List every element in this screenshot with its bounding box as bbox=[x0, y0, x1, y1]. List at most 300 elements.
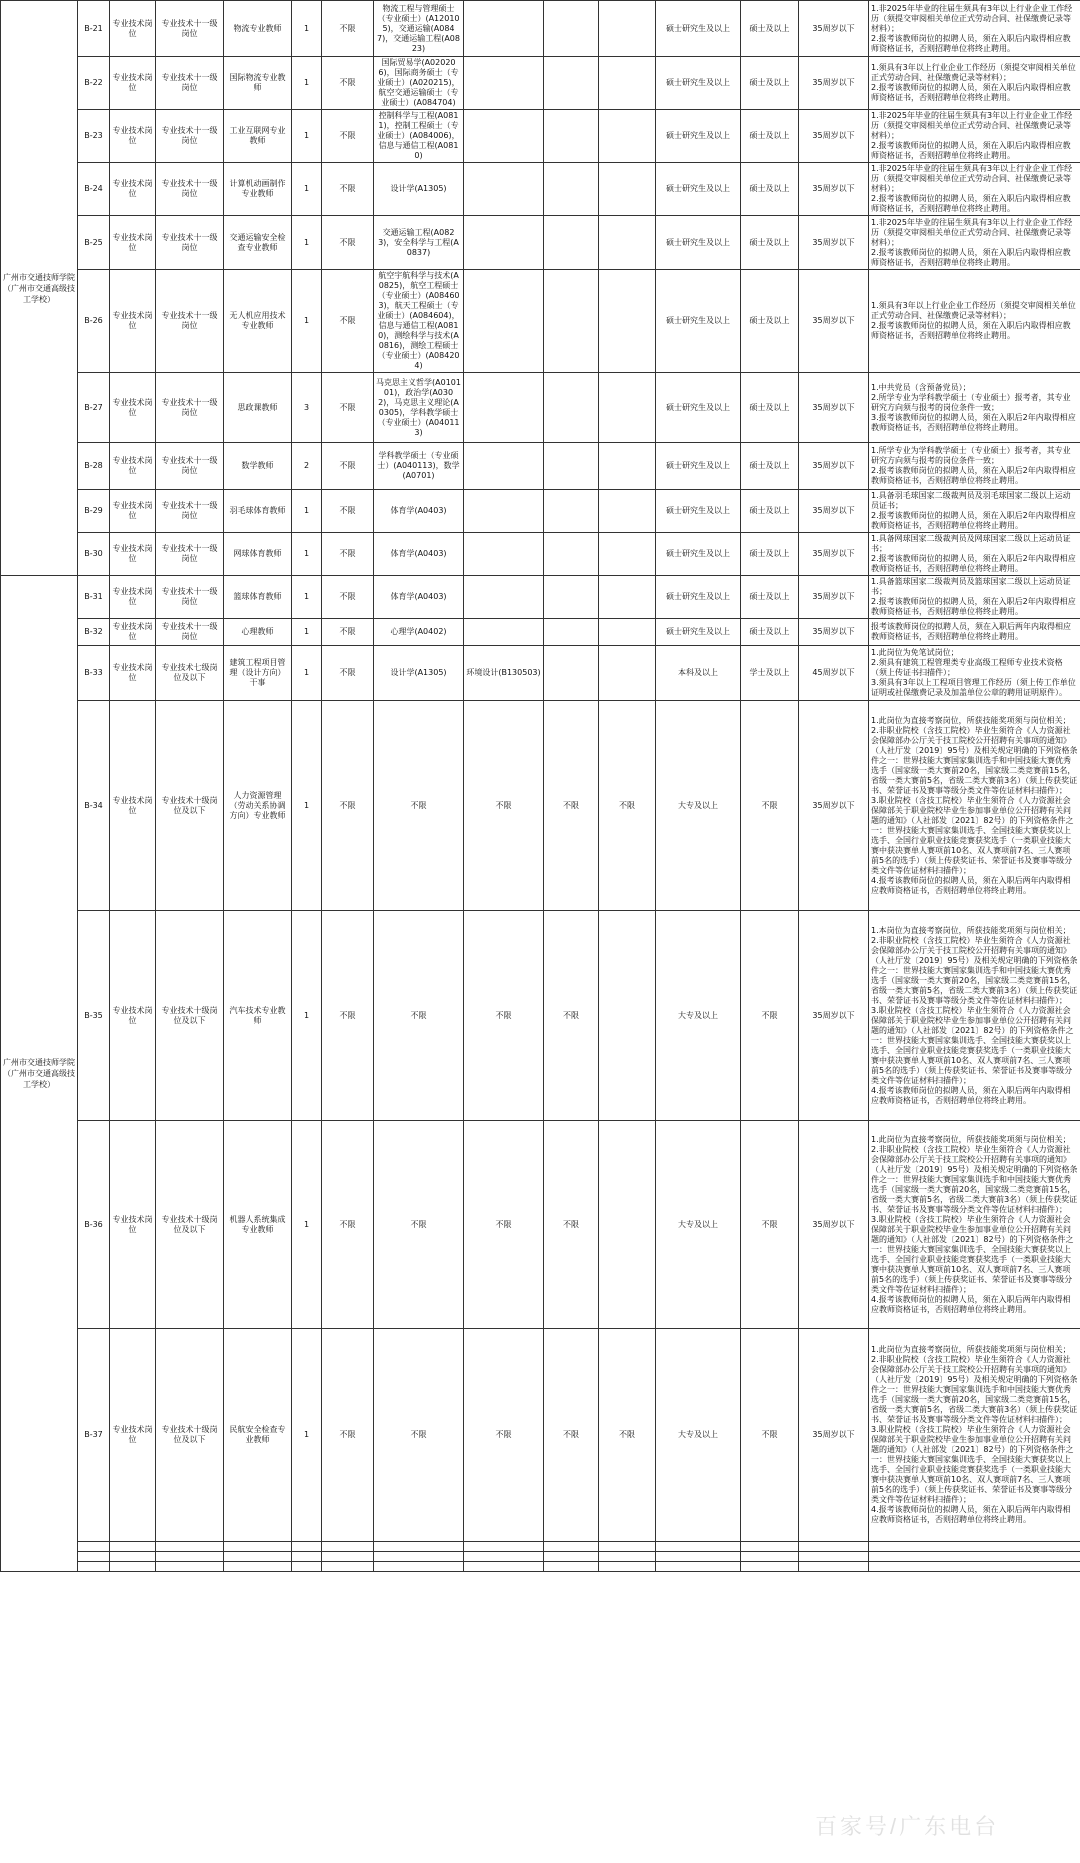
degree: 硕士及以上 bbox=[741, 490, 799, 533]
requirement-col10 bbox=[599, 373, 656, 443]
requirement-col9 bbox=[544, 1, 599, 57]
post-level: 专业技术十一级岗位 bbox=[156, 533, 224, 576]
post-code: B-33 bbox=[78, 646, 110, 701]
post-code: B-34 bbox=[78, 701, 110, 911]
major-bachelor bbox=[464, 270, 544, 373]
degree: 不限 bbox=[741, 1329, 799, 1542]
education: 硕士研究生及以上 bbox=[656, 576, 741, 619]
requirement-col6: 不限 bbox=[322, 216, 374, 270]
remarks: 1.非2025年毕业的往届生须具有3年以上行业企业工作经历（须提交审阅相关单位正式劳动合同、社保缴费记录等材料）； 2.报考该教师岗位的拟聘人员，须在入职后内取得相应教师资格证书，否则招聘单位将终止聘用。 bbox=[869, 216, 1080, 270]
major-master: 不限 bbox=[374, 1121, 464, 1329]
requirement-col6: 不限 bbox=[322, 1121, 374, 1329]
requirement-col10 bbox=[599, 57, 656, 110]
table-row bbox=[1, 1562, 1080, 1572]
post-level bbox=[156, 1552, 224, 1562]
requirement-col9 bbox=[544, 443, 599, 490]
recruit-number: 2 bbox=[292, 443, 322, 490]
requirement-col6: 不限 bbox=[322, 701, 374, 911]
education: 硕士研究生及以上 bbox=[656, 216, 741, 270]
remarks: 1.须具有3年以上行业企业工作经历（须提交审阅相关单位正式劳动合同、社保缴费记录等材料）； 2.报考该教师岗位的拟聘人员，须在入职后内取得相应教师资格证书，否则招聘单位将终止聘用。 bbox=[869, 270, 1080, 373]
recruit-number bbox=[292, 1542, 322, 1552]
degree bbox=[741, 1562, 799, 1572]
major-bachelor: 不限 bbox=[464, 1329, 544, 1542]
post-level: 专业技术十级岗位及以下 bbox=[156, 701, 224, 911]
age-limit: 45周岁以下 bbox=[799, 646, 869, 701]
post-name: 无人机应用技术专业教师 bbox=[224, 270, 292, 373]
recruit-number: 1 bbox=[292, 490, 322, 533]
post-level: 专业技术十一级岗位 bbox=[156, 490, 224, 533]
age-limit: 35周岁以下 bbox=[799, 216, 869, 270]
post-name: 人力资源管理（劳动关系协调方向）专业教师 bbox=[224, 701, 292, 911]
education: 大专及以上 bbox=[656, 701, 741, 911]
major-master: 交通运输工程(A0823)，安全科学与工程(A0837) bbox=[374, 216, 464, 270]
table-body bbox=[1, 1, 1080, 1572]
post-name: 汽车技术专业教师 bbox=[224, 911, 292, 1121]
post-code bbox=[78, 1562, 110, 1572]
degree: 硕士及以上 bbox=[741, 110, 799, 163]
table-row bbox=[1, 576, 1080, 619]
remarks: 1.具备网球国家二级裁判员及网球国家二级以上运动员证书； 2.报考该教师岗位的拟聘人员，须在入职后2年内取得相应教师资格证书，否则招聘单位将终止聘用。 bbox=[869, 533, 1080, 576]
major-master: 国际贸易学(A020206)，国际商务硕士（专业硕士）(A020215)，航空交通运输硕士（专业硕士）(A084704) bbox=[374, 57, 464, 110]
recruit-number: 1 bbox=[292, 1, 322, 57]
requirement-col6: 不限 bbox=[322, 163, 374, 216]
requirement-col9 bbox=[544, 1552, 599, 1562]
post-code: B-32 bbox=[78, 619, 110, 646]
table-row bbox=[1, 1329, 1080, 1542]
post-level: 专业技术十一级岗位 bbox=[156, 443, 224, 490]
degree: 硕士及以上 bbox=[741, 533, 799, 576]
post-code: B-29 bbox=[78, 490, 110, 533]
post-type bbox=[110, 1542, 156, 1552]
age-limit: 35周岁以下 bbox=[799, 701, 869, 911]
degree bbox=[741, 1542, 799, 1552]
major-master: 心理学(A0402) bbox=[374, 619, 464, 646]
post-code: B-22 bbox=[78, 57, 110, 110]
requirement-col9 bbox=[544, 1542, 599, 1552]
post-level: 专业技术十一级岗位 bbox=[156, 163, 224, 216]
requirement-col9 bbox=[544, 1562, 599, 1572]
degree: 硕士及以上 bbox=[741, 163, 799, 216]
requirement-col6: 不限 bbox=[322, 110, 374, 163]
major-master bbox=[374, 1552, 464, 1562]
major-bachelor bbox=[464, 1552, 544, 1562]
age-limit: 35周岁以下 bbox=[799, 576, 869, 619]
requirement-col10 bbox=[599, 443, 656, 490]
post-type: 专业技术岗位 bbox=[110, 163, 156, 216]
education: 硕士研究生及以上 bbox=[656, 619, 741, 646]
requirement-col9: 不限 bbox=[544, 701, 599, 911]
degree: 硕士及以上 bbox=[741, 270, 799, 373]
requirement-col6 bbox=[322, 1542, 374, 1552]
requirement-col10 bbox=[599, 1562, 656, 1572]
table-row bbox=[1, 911, 1080, 1121]
education bbox=[656, 1562, 741, 1572]
education: 硕士研究生及以上 bbox=[656, 110, 741, 163]
post-name bbox=[224, 1542, 292, 1552]
age-limit: 35周岁以下 bbox=[799, 443, 869, 490]
requirement-col6: 不限 bbox=[322, 911, 374, 1121]
post-level: 专业技术十级岗位及以下 bbox=[156, 1121, 224, 1329]
recruit-number: 1 bbox=[292, 57, 322, 110]
major-bachelor bbox=[464, 1542, 544, 1552]
post-code: B-25 bbox=[78, 216, 110, 270]
age-limit: 35周岁以下 bbox=[799, 911, 869, 1121]
degree: 不限 bbox=[741, 701, 799, 911]
post-level: 专业技术十一级岗位 bbox=[156, 216, 224, 270]
degree: 不限 bbox=[741, 911, 799, 1121]
table-row bbox=[1, 1, 1080, 57]
post-code: B-24 bbox=[78, 163, 110, 216]
post-type bbox=[110, 1562, 156, 1572]
major-master bbox=[374, 1542, 464, 1552]
requirement-col9 bbox=[544, 270, 599, 373]
remarks bbox=[869, 1542, 1080, 1552]
recruit-number: 1 bbox=[292, 533, 322, 576]
table-row bbox=[1, 533, 1080, 576]
major-bachelor bbox=[464, 619, 544, 646]
degree: 硕士及以上 bbox=[741, 216, 799, 270]
major-master: 体育学(A0403) bbox=[374, 533, 464, 576]
post-code: B-27 bbox=[78, 373, 110, 443]
education: 硕士研究生及以上 bbox=[656, 443, 741, 490]
requirement-col9 bbox=[544, 576, 599, 619]
post-code bbox=[78, 1552, 110, 1562]
requirement-col6: 不限 bbox=[322, 646, 374, 701]
recruit-number: 1 bbox=[292, 619, 322, 646]
remarks: 1.非2025年毕业的往届生须具有3年以上行业企业工作经历（须提交审阅相关单位正式劳动合同、社保缴费记录等材料）； 2.报考该教师岗位的拟聘人员，须在入职后内取得相应教师资格证书，否则招聘单位将终止聘用。 bbox=[869, 110, 1080, 163]
requirement-col6 bbox=[322, 1562, 374, 1572]
requirement-col10: 不限 bbox=[599, 701, 656, 911]
requirement-col9 bbox=[544, 110, 599, 163]
degree: 硕士及以上 bbox=[741, 1, 799, 57]
major-bachelor bbox=[464, 443, 544, 490]
recruit-number: 1 bbox=[292, 163, 322, 216]
remarks: 1.非2025年毕业的往届生须具有3年以上行业企业工作经历（须提交审阅相关单位正式劳动合同、社保缴费记录等材料）； 2.报考该教师岗位的拟聘人员，须在入职后内取得相应教师资格证书，否则招聘单位将终止聘用。 bbox=[869, 1, 1080, 57]
recruit-number: 1 bbox=[292, 646, 322, 701]
major-bachelor bbox=[464, 1, 544, 57]
education bbox=[656, 1542, 741, 1552]
age-limit: 35周岁以下 bbox=[799, 373, 869, 443]
remarks: 1.此岗位为直接考察岗位，所获技能奖项须与岗位相关； 2.非职业院校（含技工院校）毕业生须符合《人力资源社会保障部办公厅关于技工院校公开招聘有关事项的通知》（人社厅发〔2019〕95号）及相关规定明确的下列资格条件之一：世界技能大赛国家集训选手和中国技能大赛优秀选手（国家级一类大赛前20名，国家级二类竞赛前15名，省级一类大赛前5名，省级二类大赛前3名）（须上传获奖证书、荣誉证书及赛事等级分类文件等佐证材料扫描件）； 3.职业院校（含技工院校）毕业生须符合《人力资源社会保障部关于职业院校毕业生参加事业单位公开招聘有关问题的通知》（人社部发〔2021〕82号）的下列资格条件之一：世界技能大赛国家集训选手、全国技能大赛获奖以上选手、全国行业职业技能竞赛获奖选手（一类职业技能大赛中获决赛单人赛项前10名、双人赛项前7名、三人赛项前5名的选手）（须上传获奖证书、荣誉证书及赛事等级分类文件等佐证材料扫描件）； 4.报考该教师岗位的拟聘人员，须在入职后两年内取得相应教师资格证书，否则招聘单位将终止聘用。 bbox=[869, 1121, 1080, 1329]
major-master bbox=[374, 1562, 464, 1572]
major-master: 马克思主义哲学(A010101)，政治学(A0302)，马克思主义理论(A0305)，学科教学硕士（专业硕士）(A040113) bbox=[374, 373, 464, 443]
post-type: 专业技术岗位 bbox=[110, 270, 156, 373]
major-bachelor bbox=[464, 533, 544, 576]
remarks bbox=[869, 1552, 1080, 1562]
requirement-col10 bbox=[599, 619, 656, 646]
degree bbox=[741, 1552, 799, 1562]
post-code bbox=[78, 1542, 110, 1552]
post-level bbox=[156, 1562, 224, 1572]
requirement-col6: 不限 bbox=[322, 619, 374, 646]
remarks: 1.须具有3年以上行业企业工作经历（须提交审阅相关单位正式劳动合同、社保缴费记录等材料）； 2.报考该教师岗位的拟聘人员，须在入职后内取得相应教师资格证书，否则招聘单位将终止聘用。 bbox=[869, 57, 1080, 110]
major-bachelor: 不限 bbox=[464, 701, 544, 911]
requirement-col6: 不限 bbox=[322, 270, 374, 373]
requirement-col9: 不限 bbox=[544, 1121, 599, 1329]
table-row bbox=[1, 270, 1080, 373]
requirement-col10 bbox=[599, 270, 656, 373]
post-name: 网球体育教师 bbox=[224, 533, 292, 576]
requirement-col6: 不限 bbox=[322, 1, 374, 57]
education: 大专及以上 bbox=[656, 1329, 741, 1542]
requirement-col6: 不限 bbox=[322, 490, 374, 533]
education: 硕士研究生及以上 bbox=[656, 533, 741, 576]
post-type: 专业技术岗位 bbox=[110, 646, 156, 701]
requirement-col9: 不限 bbox=[544, 1329, 599, 1542]
remarks: 1.此岗位为直接考察岗位，所获技能奖项须与岗位相关； 2.非职业院校（含技工院校）毕业生须符合《人力资源社会保障部办公厅关于技工院校公开招聘有关事项的通知》（人社厅发〔2019〕95号）及相关规定明确的下列资格条件之一：世界技能大赛国家集训选手和中国技能大赛优秀选手（国家级一类大赛前20名，国家级二类竞赛前15名，省级一类大赛前5名，省级二类大赛前3名）（须上传获奖证书、荣誉证书及赛事等级分类文件等佐证材料扫描件）； 3.职业院校（含技工院校）毕业生须符合《人力资源社会保障部关于职业院校毕业生参加事业单位公开招聘有关问题的通知》（人社部发〔2021〕82号）的下列资格条件之一：世界技能大赛国家集训选手、全国技能大赛获奖以上选手、全国行业职业技能竞赛获奖选手（一类职业技能大赛中获决赛单人赛项前10名、双人赛项前7名、三人赛项前5名的选手）（须上传获奖证书、荣誉证书及赛事等级分类文件等佐证材料扫描件）； 4.报考该教师岗位的拟聘人员，须在入职后两年内取得相应教师资格证书，否则招聘单位将终止聘用。 bbox=[869, 701, 1080, 911]
requirement-col6: 不限 bbox=[322, 533, 374, 576]
requirement-col9 bbox=[544, 490, 599, 533]
remarks: 1.此岗位为直接考察岗位，所获技能奖项须与岗位相关； 2.非职业院校（含技工院校）毕业生须符合《人力资源社会保障部办公厅关于技工院校公开招聘有关事项的通知》（人社厅发〔2019〕95号）及相关规定明确的下列资格条件之一：世界技能大赛国家集训选手和中国技能大赛优秀选手（国家级一类大赛前20名，国家级二类竞赛前15名，省级一类大赛前5名，省级二类大赛前3名）（须上传获奖证书、荣誉证书及赛事等级分类文件等佐证材料扫描件）； 3.职业院校（含技工院校）毕业生须符合《人力资源社会保障部关于职业院校毕业生参加事业单位公开招聘有关问题的通知》（人社部发〔2021〕82号）的下列资格条件之一：世界技能大赛国家集训选手、全国技能大赛获奖以上选手、全国行业职业技能竞赛获奖选手（一类职业技能大赛中获决赛单人赛项前10名、双人赛项前7名、三人赛项前5名的选手）（须上传获奖证书、荣誉证书及赛事等级分类文件等佐证材料扫描件）； 4.报考该教师岗位的拟聘人员，须在入职后两年内取得相应教师资格证书，否则招聘单位将终止聘用。 bbox=[869, 1329, 1080, 1542]
age-limit bbox=[799, 1562, 869, 1572]
major-master: 航空宇航科学与技术(A0825)，航空工程硕士（专业硕士）(A084603)，航天工程硕士（专业硕士）(A084604)，信息与通信工程(A0810)，测绘科学与技术(A0816)，测绘工程硕士（专业硕士）(A084204) bbox=[374, 270, 464, 373]
post-code: B-35 bbox=[78, 911, 110, 1121]
post-name: 民航安全检查专业教师 bbox=[224, 1329, 292, 1542]
requirement-col10 bbox=[599, 533, 656, 576]
education: 硕士研究生及以上 bbox=[656, 270, 741, 373]
age-limit: 35周岁以下 bbox=[799, 1, 869, 57]
requirement-col9 bbox=[544, 373, 599, 443]
degree: 硕士及以上 bbox=[741, 57, 799, 110]
post-name: 篮球体育教师 bbox=[224, 576, 292, 619]
major-bachelor bbox=[464, 576, 544, 619]
major-bachelor bbox=[464, 110, 544, 163]
requirement-col9: 不限 bbox=[544, 911, 599, 1121]
requirement-col9 bbox=[544, 163, 599, 216]
requirement-col9 bbox=[544, 619, 599, 646]
remarks: 1.具备篮球国家二级裁判员及篮球国家二级以上运动员证书； 2.报考该教师岗位的拟聘人员，须在入职后2年内取得相应教师资格证书，否则招聘单位将终止聘用。 bbox=[869, 576, 1080, 619]
education: 硕士研究生及以上 bbox=[656, 490, 741, 533]
major-master: 设计学(A1305) bbox=[374, 646, 464, 701]
major-master: 体育学(A0403) bbox=[374, 490, 464, 533]
post-name: 国际物流专业教师 bbox=[224, 57, 292, 110]
major-bachelor bbox=[464, 216, 544, 270]
requirement-col10 bbox=[599, 576, 656, 619]
major-bachelor: 不限 bbox=[464, 911, 544, 1121]
table-row bbox=[1, 216, 1080, 270]
major-bachelor bbox=[464, 373, 544, 443]
education: 硕士研究生及以上 bbox=[656, 163, 741, 216]
post-level: 专业技术十一级岗位 bbox=[156, 270, 224, 373]
age-limit: 35周岁以下 bbox=[799, 619, 869, 646]
age-limit bbox=[799, 1542, 869, 1552]
remarks: 1.中共党员（含预备党员）； 2.所学专业为学科教学硕士（专业硕士）报考者，其专业研究方向须与报考的岗位条件一致； 3.报考该教师岗位的拟聘人员，须在入职后2年内取得相应教师资格证书，否则招聘单位将终止聘用。 bbox=[869, 373, 1080, 443]
degree: 硕士及以上 bbox=[741, 443, 799, 490]
post-name: 机器人系统集成专业教师 bbox=[224, 1121, 292, 1329]
post-type: 专业技术岗位 bbox=[110, 216, 156, 270]
major-bachelor bbox=[464, 1562, 544, 1572]
post-code: B-23 bbox=[78, 110, 110, 163]
requirement-col10 bbox=[599, 1542, 656, 1552]
age-limit: 35周岁以下 bbox=[799, 533, 869, 576]
post-type: 专业技术岗位 bbox=[110, 701, 156, 911]
recruit-number: 1 bbox=[292, 110, 322, 163]
age-limit: 35周岁以下 bbox=[799, 490, 869, 533]
requirement-col10 bbox=[599, 216, 656, 270]
requirement-col6: 不限 bbox=[322, 373, 374, 443]
post-name: 思政课教师 bbox=[224, 373, 292, 443]
requirement-col9 bbox=[544, 646, 599, 701]
post-name: 计算机动画制作专业教师 bbox=[224, 163, 292, 216]
unit-name-cell: 广州市交通技师学院（广州市交通高级技工学校） bbox=[1, 576, 78, 1572]
post-level: 专业技术十一级岗位 bbox=[156, 373, 224, 443]
requirement-col10 bbox=[599, 163, 656, 216]
post-name: 数学教师 bbox=[224, 443, 292, 490]
age-limit bbox=[799, 1552, 869, 1562]
post-level: 专业技术十一级岗位 bbox=[156, 110, 224, 163]
age-limit: 35周岁以下 bbox=[799, 110, 869, 163]
recruit-number: 1 bbox=[292, 270, 322, 373]
major-bachelor bbox=[464, 163, 544, 216]
major-master: 设计学(A1305) bbox=[374, 163, 464, 216]
degree: 不限 bbox=[741, 1121, 799, 1329]
major-bachelor: 环境设计(B130503) bbox=[464, 646, 544, 701]
post-code: B-21 bbox=[78, 1, 110, 57]
requirement-col6: 不限 bbox=[322, 576, 374, 619]
post-name: 工业互联网专业教师 bbox=[224, 110, 292, 163]
table-row bbox=[1, 646, 1080, 701]
post-type bbox=[110, 1552, 156, 1562]
requirement-col6: 不限 bbox=[322, 57, 374, 110]
age-limit: 35周岁以下 bbox=[799, 1329, 869, 1542]
recruit-number: 1 bbox=[292, 1121, 322, 1329]
post-level: 专业技术十一级岗位 bbox=[156, 57, 224, 110]
remarks: 1.非2025年毕业的往届生须具有3年以上行业企业工作经历（须提交审阅相关单位正式劳动合同、社保缴费记录等材料）； 2.报考该教师岗位的拟聘人员，须在入职后内取得相应教师资格证书，否则招聘单位将终止聘用。 bbox=[869, 163, 1080, 216]
requirement-col10 bbox=[599, 911, 656, 1121]
requirement-col10 bbox=[599, 110, 656, 163]
table-row bbox=[1, 110, 1080, 163]
major-bachelor bbox=[464, 490, 544, 533]
degree: 硕士及以上 bbox=[741, 576, 799, 619]
recruit-number: 1 bbox=[292, 701, 322, 911]
major-master: 物流工程与管理硕士（专业硕士）(A120105)，交通运输(A0847)，交通运输工程(A0823) bbox=[374, 1, 464, 57]
requirement-col9 bbox=[544, 57, 599, 110]
post-level: 专业技术十一级岗位 bbox=[156, 1, 224, 57]
table-row bbox=[1, 1121, 1080, 1329]
education: 硕士研究生及以上 bbox=[656, 1, 741, 57]
recruit-number: 1 bbox=[292, 1329, 322, 1542]
education: 硕士研究生及以上 bbox=[656, 57, 741, 110]
post-name: 羽毛球体育教师 bbox=[224, 490, 292, 533]
recruit-number: 1 bbox=[292, 576, 322, 619]
post-level: 专业技术十级岗位及以下 bbox=[156, 1329, 224, 1542]
recruit-number: 3 bbox=[292, 373, 322, 443]
post-name: 交通运输安全检查专业教师 bbox=[224, 216, 292, 270]
post-name: 心理教师 bbox=[224, 619, 292, 646]
table-row bbox=[1, 163, 1080, 216]
post-name: 物流专业教师 bbox=[224, 1, 292, 57]
post-code: B-36 bbox=[78, 1121, 110, 1329]
education: 大专及以上 bbox=[656, 911, 741, 1121]
post-type: 专业技术岗位 bbox=[110, 110, 156, 163]
age-limit: 35周岁以下 bbox=[799, 270, 869, 373]
post-type: 专业技术岗位 bbox=[110, 1, 156, 57]
remarks: 1.此岗位为免笔试岗位； 2.须具有建筑工程管理类专业高级工程师专业技术资格（须上传证书扫描件）； 3.须具有3年以上工程项目管理工作经历（须上传工作单位证明或社保缴费记录及加盖单位公章的聘用证明原件）。 bbox=[869, 646, 1080, 701]
table-row bbox=[1, 701, 1080, 911]
requirement-col6 bbox=[322, 1552, 374, 1562]
requirement-col10 bbox=[599, 1, 656, 57]
major-master: 不限 bbox=[374, 911, 464, 1121]
post-level bbox=[156, 1542, 224, 1552]
post-level: 专业技术十一级岗位 bbox=[156, 619, 224, 646]
post-type: 专业技术岗位 bbox=[110, 619, 156, 646]
requirement-col10: 不限 bbox=[599, 1329, 656, 1542]
age-limit: 35周岁以下 bbox=[799, 163, 869, 216]
post-type: 专业技术岗位 bbox=[110, 443, 156, 490]
education bbox=[656, 1552, 741, 1562]
requirement-col10 bbox=[599, 1121, 656, 1329]
requirement-col6: 不限 bbox=[322, 1329, 374, 1542]
education: 硕士研究生及以上 bbox=[656, 373, 741, 443]
recruit-number bbox=[292, 1552, 322, 1562]
remarks: 1.具备羽毛球国家二级裁判员及羽毛球国家二级以上运动员证书； 2.报考该教师岗位的拟聘人员，须在入职后2年内取得相应教师资格证书，否则招聘单位将终止聘用。 bbox=[869, 490, 1080, 533]
post-type: 专业技术岗位 bbox=[110, 1329, 156, 1542]
post-level: 专业技术七级岗位及以下 bbox=[156, 646, 224, 701]
requirement-col10 bbox=[599, 490, 656, 533]
unit-name-cell: 广州市交通技师学院（广州市交通高级技工学校） bbox=[1, 1, 78, 576]
post-type: 专业技术岗位 bbox=[110, 911, 156, 1121]
table-row bbox=[1, 619, 1080, 646]
post-code: B-30 bbox=[78, 533, 110, 576]
post-type: 专业技术岗位 bbox=[110, 57, 156, 110]
post-code: B-26 bbox=[78, 270, 110, 373]
post-level: 专业技术十级岗位及以下 bbox=[156, 911, 224, 1121]
post-code: B-28 bbox=[78, 443, 110, 490]
post-code: B-37 bbox=[78, 1329, 110, 1542]
remarks bbox=[869, 1562, 1080, 1572]
education: 大专及以上 bbox=[656, 1121, 741, 1329]
major-master: 体育学(A0403) bbox=[374, 576, 464, 619]
requirement-col6: 不限 bbox=[322, 443, 374, 490]
major-bachelor: 不限 bbox=[464, 1121, 544, 1329]
age-limit: 35周岁以下 bbox=[799, 1121, 869, 1329]
requirement-col10 bbox=[599, 646, 656, 701]
recruit-number: 1 bbox=[292, 911, 322, 1121]
degree: 硕士及以上 bbox=[741, 373, 799, 443]
table-row bbox=[1, 57, 1080, 110]
requirement-col10 bbox=[599, 1552, 656, 1562]
watermark: 百家号/广东电台 bbox=[815, 1814, 1000, 1839]
table-row bbox=[1, 1552, 1080, 1562]
education: 本科及以上 bbox=[656, 646, 741, 701]
age-limit: 35周岁以下 bbox=[799, 57, 869, 110]
post-code: B-31 bbox=[78, 576, 110, 619]
recruit-number bbox=[292, 1562, 322, 1572]
table-row bbox=[1, 373, 1080, 443]
remarks: 1.本岗位为直接考察岗位，所获技能奖项须与岗位相关； 2.非职业院校（含技工院校）毕业生须符合《人力资源社会保障部办公厅关于技工院校公开招聘有关事项的通知》（人社厅发〔2019〕95号）及相关规定明确的下列资格条件之一：世界技能大赛国家集训选手和中国技能大赛优秀选手（国家级一类大赛前20名，国家级二类竞赛前15名，省级一类大赛前5名，省级二类大赛前3名）（须上传获奖证书、荣誉证书及赛事等级分类文件等佐证材料扫描件）； 3.职业院校（含技工院校）毕业生须符合《人力资源社会保障部关于职业院校毕业生参加事业单位公开招聘有关问题的通知》（人社部发〔2021〕82号）的下列资格条件之一：世界技能大赛国家集训选手、全国技能大赛获奖以上选手、全国行业职业技能竞赛获奖选手（一类职业技能大赛中获决赛单人赛项前10名、双人赛项前7名、三人赛项前5名的选手）（须上传获奖证书、荣誉证书及赛事等级分类文件等佐证材料扫描件）； 4.报考该教师岗位的拟聘人员，须在入职后两年内取得相应教师资格证书，否则招聘单位将终止聘用。 bbox=[869, 911, 1080, 1121]
recruit-number: 1 bbox=[292, 216, 322, 270]
requirement-col9 bbox=[544, 533, 599, 576]
post-name: 建筑工程项目管理（设计方向）干事 bbox=[224, 646, 292, 701]
major-bachelor bbox=[464, 57, 544, 110]
post-name bbox=[224, 1552, 292, 1562]
post-name bbox=[224, 1562, 292, 1572]
post-type: 专业技术岗位 bbox=[110, 1121, 156, 1329]
remarks: 1.所学专业为学科教学硕士（专业硕士）报考者，其专业研究方向须与报考的岗位条件一致； 2.报考该教师岗位的拟聘人员，须在入职后2年内取得相应教师资格证书，否则招聘单位将终止聘用。 bbox=[869, 443, 1080, 490]
table-row bbox=[1, 443, 1080, 490]
post-type: 专业技术岗位 bbox=[110, 373, 156, 443]
table-row bbox=[1, 1542, 1080, 1552]
post-type: 专业技术岗位 bbox=[110, 576, 156, 619]
table-row bbox=[1, 490, 1080, 533]
major-master: 学科教学硕士（专业硕士）(A040113)，数学(A0701) bbox=[374, 443, 464, 490]
post-type: 专业技术岗位 bbox=[110, 533, 156, 576]
remarks: 报考该教师岗位的拟聘人员，须在入职后两年内取得相应教师资格证书，否则招聘单位将终止聘用。 bbox=[869, 619, 1080, 646]
post-level: 专业技术十一级岗位 bbox=[156, 576, 224, 619]
degree: 学士及以上 bbox=[741, 646, 799, 701]
requirement-col9 bbox=[544, 216, 599, 270]
major-master: 控制科学与工程(A0811)，控制工程硕士（专业硕士）(A084006)，信息与通信工程(A0810) bbox=[374, 110, 464, 163]
